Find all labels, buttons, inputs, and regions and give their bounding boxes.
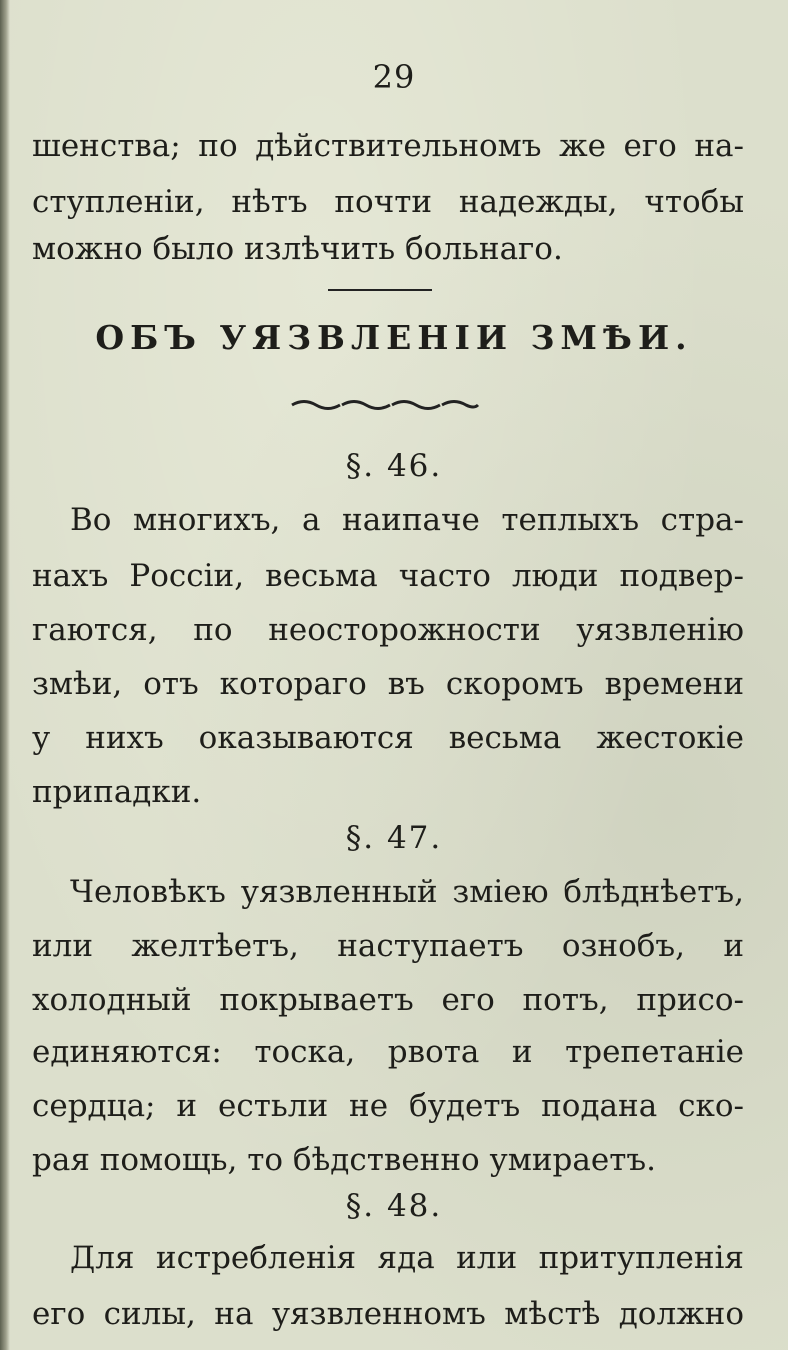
paragraph-line: нахъ Россіи, весьма часто люди подвер- (32, 558, 744, 594)
page-number: 29 (372, 58, 416, 96)
paragraph-line: холодный покрываетъ его потъ, присо- (32, 982, 744, 1018)
intro-line-3: можно было излѣчить больнаго. (32, 231, 563, 267)
paragraph-line: единяются: тоска, рвота и трепетаніе (32, 1034, 744, 1070)
section-divider-rule (328, 289, 432, 291)
paragraph-line: Для истребленія яда или притупленія (70, 1240, 744, 1276)
chapter-heading: ОБЪ УЯЗВЛЕНІИ ЗМѢИ. (95, 318, 693, 357)
paragraph-line: у нихъ оказываются весьма жестокіе (32, 720, 744, 756)
paragraph-line: рая помощь, то бѣдственно умираетъ. (32, 1142, 656, 1178)
ornament-rule (290, 394, 480, 416)
page-binding-edge (0, 0, 10, 1350)
section-marker-48: §. 48. (345, 1188, 443, 1224)
paragraph-line: его силы, на уязвленномъ мѣстѣ должно (32, 1296, 744, 1332)
paragraph-line: или желтѣетъ, наступаетъ ознобъ, и (32, 928, 744, 964)
paragraph-line: гаются, по неосторожности уязвленію (32, 612, 744, 648)
paragraph-line: сердца; и естьли не будетъ подана ско- (32, 1088, 744, 1124)
intro-line-2: ступленіи, нѣтъ почти надежды, чтобы (32, 184, 744, 220)
paragraph-line: змѣи, отъ котораго въ скоромъ времени (32, 666, 744, 702)
paragraph-line: припадки. (32, 774, 202, 810)
section-marker-46: §. 46. (345, 448, 443, 484)
section-marker-47: §. 47. (345, 820, 443, 856)
paragraph-line: Во многихъ, а наипаче теплыхъ стра- (70, 502, 744, 538)
paragraph-line: Человѣкъ уязвленный зміею блѣднѣетъ, (70, 874, 744, 910)
intro-line-1: шенства; по дѣйствительномъ же его на- (32, 128, 744, 164)
